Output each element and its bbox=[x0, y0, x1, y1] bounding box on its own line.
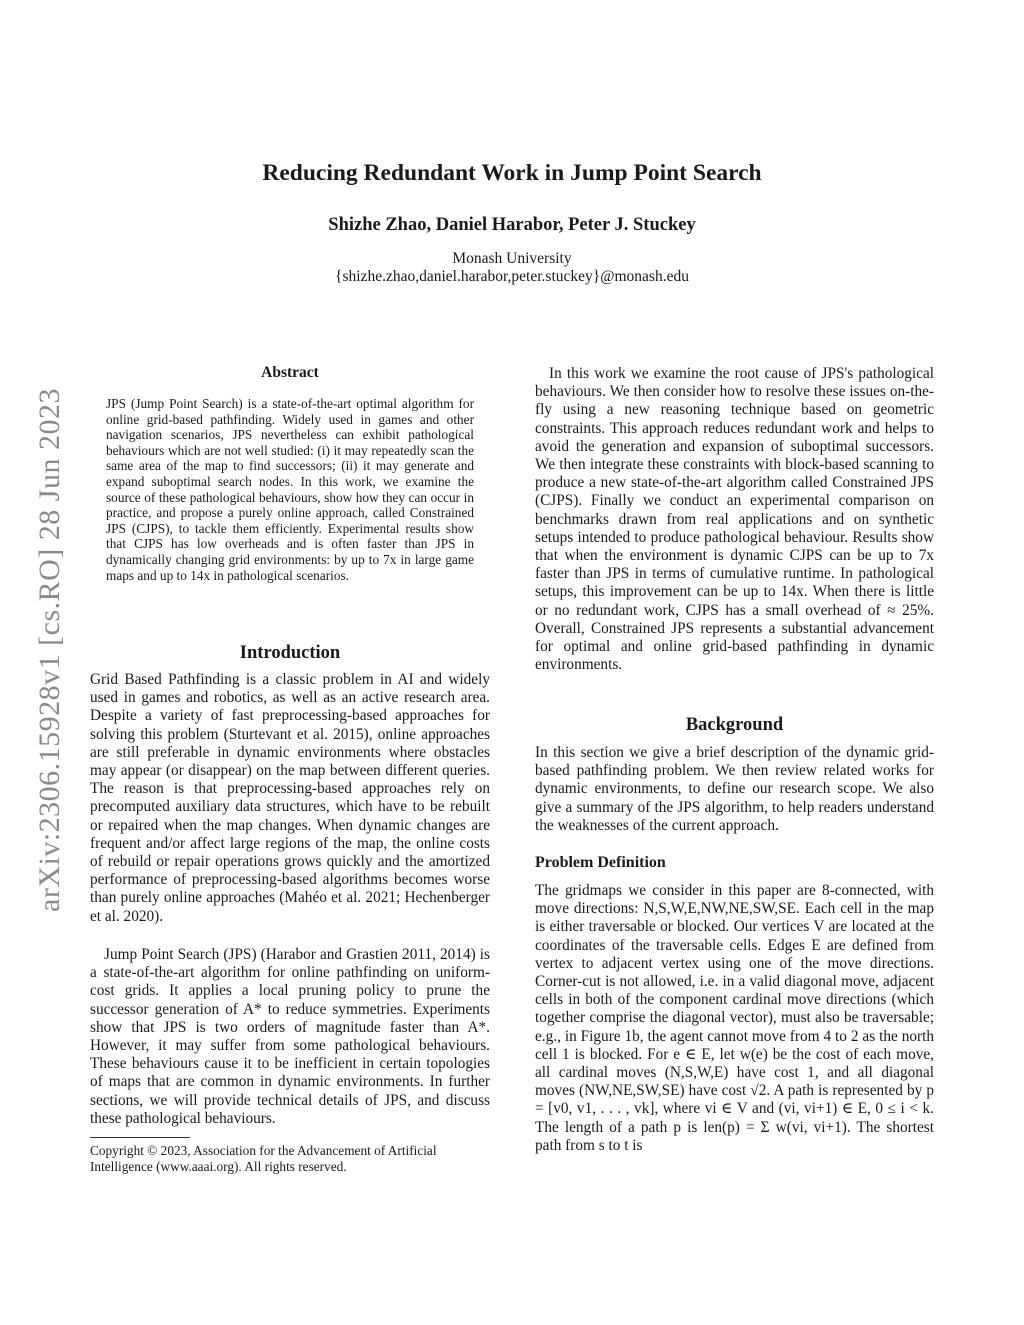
arxiv-stamp bbox=[30, 355, 70, 945]
introduction-paragraph-2: Jump Point Search (JPS) (Harabor and Grastien 2011, 2014) is a state-of-the-art algorithm for online pathfinding on uniform-cost grids. It applies a local pruning policy to prune the successor generation of A* to reduce symmetries. Experiments show that JPS is two orders of magnitude faster than A*. However, it may suffer from some pathological behaviours. These behaviours cause it to be inefficient in certain topologies of maps that are common in dynamic environments. In further sections, we will provide technical details of JPS, and discuss these pathological behaviours. bbox=[90, 946, 490, 1127]
abstract-heading: Abstract bbox=[261, 364, 319, 381]
abstract-body: JPS (Jump Point Search) is a state-of-the-art optimal algorithm for online grid-based pathfinding. Widely used in games and other navigation scenarios, JPS nevertheless can exhibit pathological behaviours which are not well studied: (i) it may repeatedly scan the same area of the map to find successors; (ii) it may generate and expand suboptimal search nodes. In this work, we examine the source of these pathological behaviours, show how they can occur in practice, and propose a purely online approach, called Constrained JPS (CJPS), to tackle them efficiently. Experimental results show that CJPS has low overheads and is often faster than JPS in dynamically changing grid environments: by up to 7x in large game maps and up to 14x in pathological scenarios. bbox=[106, 396, 474, 583]
introduction-paragraph-1: Grid Based Pathfinding is a classic problem in AI and widely used in games and robotics, as well as an active research area. Despite a variety of fast preprocessing-based approaches for solving this problem (Sturtevant et al. 2015), online approaches are still preferable in dynamic environments where obstacles may appear (or disappear) on the map between different queries. The reason is that preprocessing-based approaches rely on precomputed auxiliary data structures, which have to be rebuilt or repaired when the map changes. When dynamic changes are frequent and/or affect large regions of the map, the online costs of rebuild or repair operations grows quickly and the amortized performance of preprocessing-based algorithms becomes worse than purely online approaches (Mahéo et al. 2021; Hechenberger et al. 2020). bbox=[90, 671, 490, 925]
background-heading: Background bbox=[685, 715, 784, 735]
introduction-heading: Introduction bbox=[239, 643, 341, 663]
introduction-paragraph-3: In this work we examine the root cause of JPS's pathological behaviours. We then consider how to resolve these issues on-the-fly using a new reasoning technique based on geometric constraints. This approach reduces redundant work and helps to avoid the generation and expansion of suboptimal successors. We then integrate these constraints with block-based scanning to produce a new state-of-the-art algorithm called Constrained JPS (CJPS). Finally we conduct an experimental comparison on benchmarks drawn from real applications and on synthetic setups intended to produce pathological behaviour. Results show that when the environment is dynamic CJPS can be up to 7x faster than JPS in terms of cumulative runtime. In pathological setups, this improvement can be up to 14x. When there is little or no redundant work, CJPS has a small overhead of ≈ 25%. Overall, Constrained JPS represents a substantial advancement for optimal and online grid-based pathfinding in dynamic environments. bbox=[535, 365, 934, 674]
problem-definition-paragraph: The gridmaps we consider in this paper are 8-connected, with move directions: N,S,W,E,NW,NE,SW,SE. Each cell in the map is either traversable or blocked. Our vertices V are located at the coordinates of the traversable cells. Edges E are defined from vertex to adjacent vertex using one of the move directions. Corner-cut is not allowed, i.e. in a valid diagonal move, adjacent cells in both of the component cardinal move directions (which together comprise the diagonal vector), must also be traversable; e.g., in Figure 1b, the agent cannot move from 4 to 2 as the north cell 1 is blocked. For e ∈ E, let w(e) be the cost of each move, all cardinal moves (N,S,W,E) have cost 1, and all diagonal moves (NW,NE,SW,SE) have cost √2. A path is represented by p = [v0, v1, . . . , vk], where vi ∈ V and (vi, vi+1) ∈ E, 0 ≤ i < k. The length of a path p is len(p) = Σ w(vi, vi+1). The shortest path from s to t is bbox=[535, 882, 934, 1154]
arxiv-stamp-text: arXiv:2306.15928v1 [cs.RO] 28 Jun 2023 bbox=[33, 388, 66, 912]
background-paragraph: In this section we give a brief description of the dynamic grid-based pathfinding problem. We then review related works for dynamic environments, to define our research scope. We also give a summary of the JPS algorithm, to help readers understand the weaknesses of the current approach. bbox=[535, 744, 934, 834]
affiliation: Monash University bbox=[452, 250, 572, 267]
affiliation-block bbox=[0, 250, 1024, 286]
problem-definition-heading: Problem Definition bbox=[535, 854, 666, 871]
paper-authors: Shizhe Zhao, Daniel Harabor, Peter J. Stuckey bbox=[328, 215, 696, 235]
copyright-footnote: Copyright © 2023, Association for the Advancement of Artificial Intelligence (www.aaai.org). All rights reserved. bbox=[90, 1143, 437, 1174]
paper-title: Reducing Redundant Work in Jump Point Search bbox=[262, 160, 762, 186]
footnote-rule bbox=[90, 1137, 190, 1138]
author-emails: {shizhe.zhao,daniel.harabor,peter.stuckey}@monash.edu bbox=[335, 268, 689, 285]
